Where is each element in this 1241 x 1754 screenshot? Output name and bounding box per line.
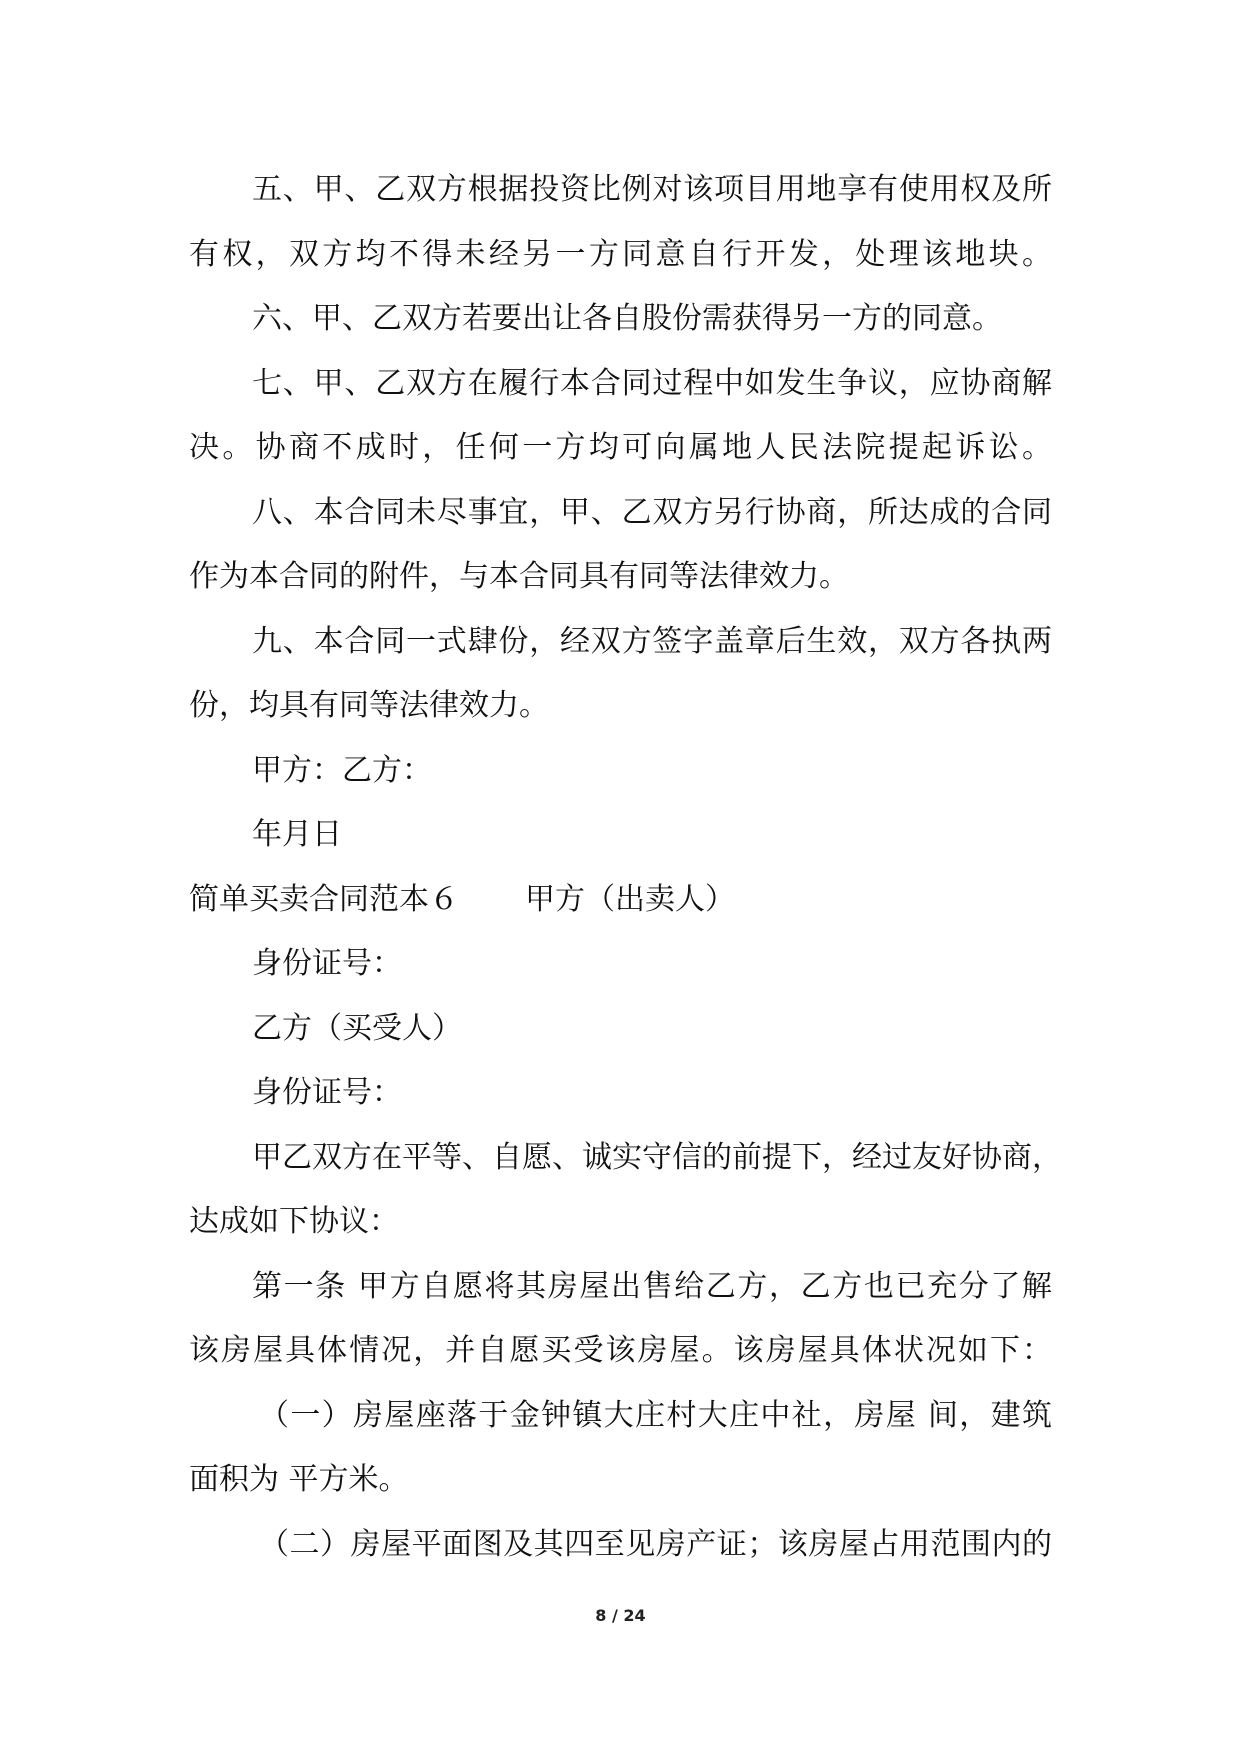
paragraph-line: 达成如下协议： [189,1204,399,1239]
clause-line: （二）房屋平面图及其四至见房产证；该房屋占用范围内的 [259,1526,1052,1562]
paragraph-line: 作为本合同的附件，与本合同具有同等法律效力。 [189,559,849,594]
paragraph-line: 决。协商不成时，任何一方均可向属地人民法院提起诉讼。 [189,430,1052,465]
contract-heading [189,868,1052,933]
paragraph-line: 有权，双方均不得未经另一方同意自行开发，处理该地块。 [189,236,1052,272]
paragraph-line: 五、甲、乙双方根据投资比例对该项目用地享有使用权及所 [252,172,1052,207]
clause-line: （一）房屋座落于金钟镇大庄村大庄中社，房屋 间，建筑 [259,1397,1052,1433]
page-number: 8 / 24 [595,1606,646,1625]
party-a-label: 甲方（出卖人） [525,881,735,917]
paragraph-line: 该房屋具体情况，并自愿买受该房屋。该房屋具体状况如下： [189,1333,1052,1368]
paragraph-line: 六、甲、乙双方若要出让各自股份需获得另一方的同意。 [252,301,1002,336]
date-line: 年月日 [252,817,342,852]
article-line: 第一条 甲方自愿将其房屋出售给乙方，乙方也已充分了解 [252,1268,1052,1304]
paragraph-line: 份，均具有同等法律效力。 [189,688,549,723]
id-number-line: 身份证号： [252,1075,402,1110]
document-body [189,158,1062,1577]
paragraph-line: 七、甲、乙双方在履行本合同过程中如发生争议，应协商解 [252,365,1052,401]
paragraph-line: 九、本合同一式肆份，经双方签字盖章后生效，双方各执两 [252,623,1052,659]
paragraph-line: 八、本合同未尽事宜，甲、乙双方另行协商，所达成的合同 [252,494,1052,530]
party-b-label: 乙方（买受人） [252,1010,462,1046]
signature-line: 甲方：乙方： [252,752,432,788]
paragraph-line: 面积为 平方米。 [189,1462,409,1497]
contract-title: 简单买卖合同范本６ [189,881,459,917]
id-number-line: 身份证号： [252,946,402,981]
paragraph-line: 甲乙双方在平等、自愿、诚实守信的前提下，经过友好协商， [252,1139,1062,1175]
